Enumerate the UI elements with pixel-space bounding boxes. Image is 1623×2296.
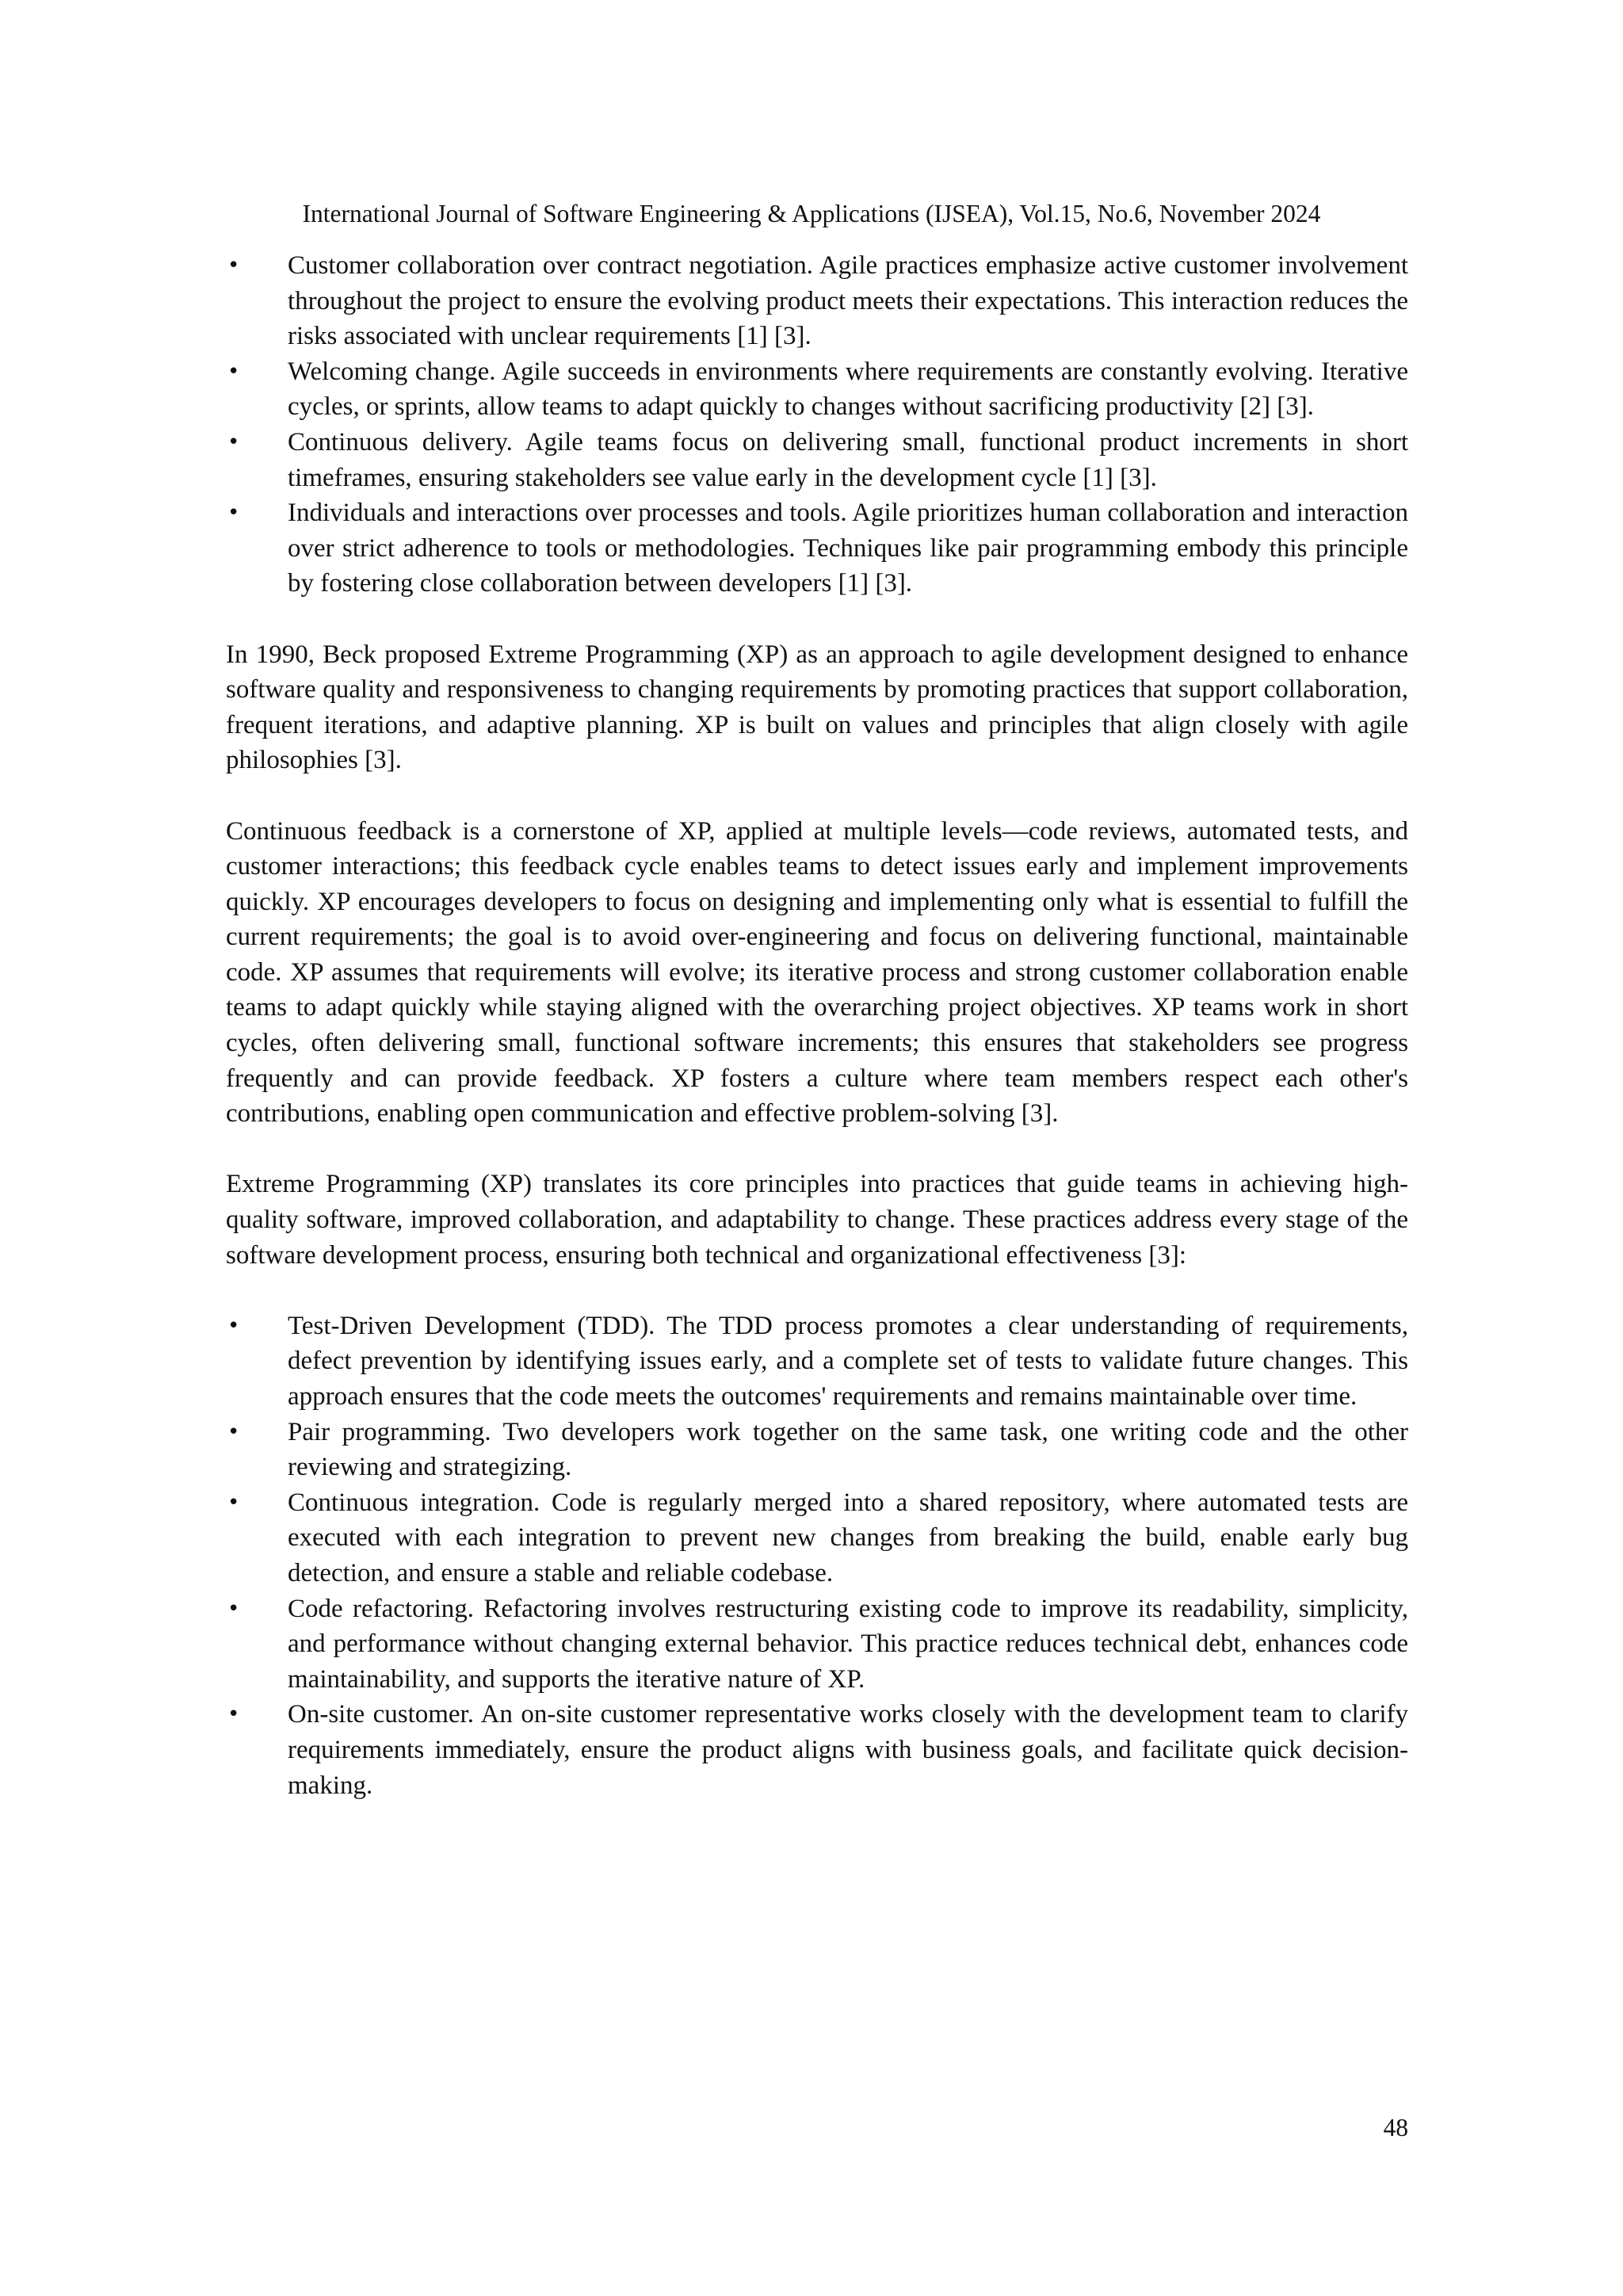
list-item-text: Continuous delivery. Agile teams focus on delivering small, functional product increments in short timeframes, ensuring stakeholders see value early in the development cycle [1] [3].: [288, 427, 1408, 492]
agile-values-list: [226, 248, 1408, 602]
bullet-icon: •: [227, 1419, 240, 1444]
list-item-text: On-site customer. An on-site customer representative works closely with the development team to clarify requirements immediately, ensure the product aligns with business goals, and facilitate quick decision-making.: [288, 1700, 1408, 1800]
paragraph-spacer: [226, 602, 1408, 637]
list-item: [226, 1591, 1408, 1698]
list-item-text: Continuous integration. Code is regularly merged into a shared repository, where automated tests are executed with each integration to prevent new changes from breaking the build, enable early bug detection, and ensure a stable and reliable codebase.: [288, 1488, 1408, 1587]
list-item: [226, 248, 1408, 354]
bullet-icon: •: [227, 359, 240, 384]
bullet-icon: •: [227, 1490, 240, 1515]
paragraph-spacer: [226, 778, 1408, 814]
paragraph-xp-feedback: Continuous feedback is a cornerstone of XP, applied at multiple levels—code reviews, automated tests, and customer interactions; this feedback cycle enables teams to detect issues early and implement improvements quickly. XP encourages developers to focus on designing and implementing only what is essential to fulfill the current requirements; the goal is to avoid over-engineering and focus on delivering functional, maintainable code. XP assumes that requirements will evolve; its iterative process and strong customer collaboration enable teams to adapt quickly while staying aligned with the overarching project objectives. XP teams work in short cycles, often delivering small, functional software increments; this ensures that stakeholders see progress frequently and can provide feedback. XP fosters a culture where team members respect each other's contributions, enabling open communication and effective problem-solving [3].: [226, 816, 1408, 1129]
paragraph-spacer: [226, 1132, 1408, 1167]
list-item-text: Welcoming change. Agile succeeds in environments where requirements are constantly evolving. Iterative cycles, or sprints, allow teams to adapt quickly to changes without sacrificing productivity [2] [3].: [288, 357, 1408, 422]
xp-practices-list: [226, 1308, 1408, 1803]
list-item-text: Individuals and interactions over processes and tools. Agile prioritizes human collaboration and interaction over strict adherence to tools or methodologies. Techniques like pair programming embody this principle by fostering close collaboration between developers [1] [3].: [288, 499, 1408, 598]
bullet-icon: •: [227, 1596, 240, 1621]
bullet-icon: •: [227, 501, 240, 525]
bullet-icon: •: [227, 1702, 240, 1727]
bullet-icon: •: [227, 254, 240, 277]
paragraph-xp-intro: In 1990, Beck proposed Extreme Programming (XP) as an approach to agile development designed to enhance software quality and responsiveness to changing requirements by promoting practices that support collaboration, frequent iterations, and adaptive planning. XP is built on values and principles that align closely with agile philosophies [3].: [226, 640, 1408, 775]
list-item-text: Customer collaboration over contract negotiation. Agile practices emphasize active customer involvement throughout the project to ensure the evolving product meets their expectations. This interaction reduces the risks associated with unclear requirements [1] [3].: [288, 251, 1408, 351]
paragraph-xp-practices: Extreme Programming (XP) translates its core principles into practices that guide teams in achieving high-quality software, improved collaboration, and adaptability to change. These practices address every stage of the software development process, ensuring both technical and organizational effectiveness [3]:: [226, 1170, 1408, 1270]
running-header: International Journal of Software Engineering & Applications (IJSEA), Vol.15, No.6, November 2024: [302, 200, 1321, 227]
bullet-icon: •: [227, 430, 240, 454]
list-item: [226, 1697, 1408, 1803]
list-item: [226, 495, 1408, 602]
list-item: [226, 425, 1408, 495]
list-item: [226, 1308, 1408, 1415]
list-item-text: Code refactoring. Refactoring involves restructuring existing code to improve its readability, simplicity, and performance without changing external behavior. This practice reduces technical debt, enhances code maintainability, and supports the iterative nature of XP.: [288, 1594, 1408, 1694]
page-number: 48: [1383, 2114, 1408, 2141]
list-item: [226, 1485, 1408, 1591]
bullet-icon: •: [227, 1313, 240, 1338]
list-item-text: Test-Driven Development (TDD). The TDD process promotes a clear understanding of requirements, defect prevention by identifying issues early, and a complete set of tests to validate future changes. This approach ensures that the code meets the outcomes' requirements and remains maintainable over time.: [288, 1311, 1408, 1411]
page-body: [226, 248, 1408, 1803]
paragraph-spacer: [226, 1273, 1408, 1308]
list-item: [226, 1415, 1408, 1485]
list-item-text: Pair programming. Two developers work together on the same task, one writing code and the other reviewing and strategizing.: [288, 1417, 1408, 1482]
list-item: [226, 354, 1408, 425]
